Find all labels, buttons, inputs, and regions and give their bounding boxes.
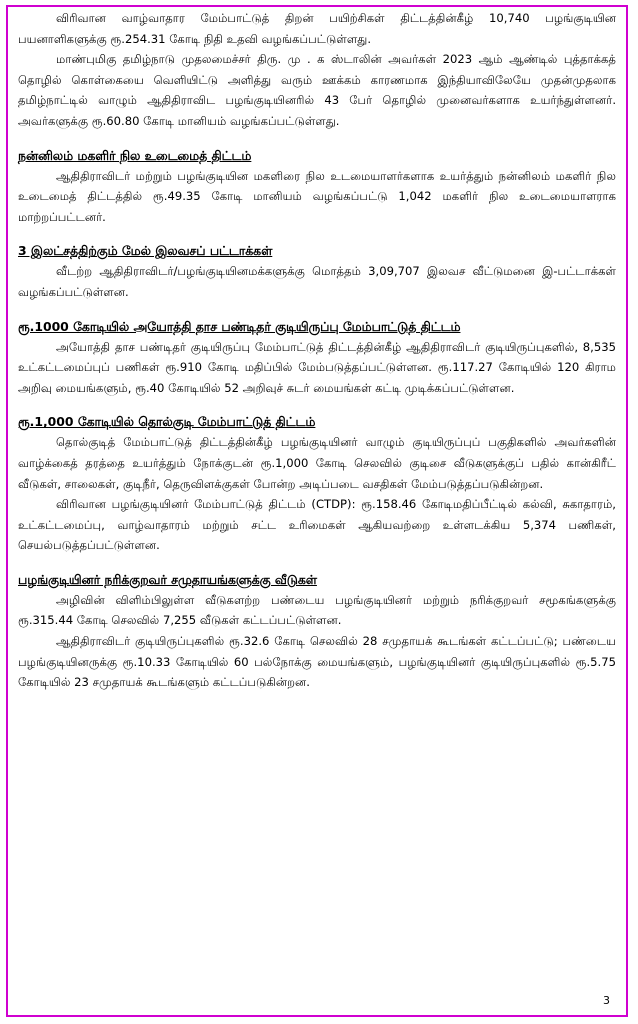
section-paragraph: வீடற்ற ஆதிதிராவிடர்/பழங்குடியினமக்களுக்கு மொத்தம் 3,09,707 இலவச வீட்டுமனை இ-பட்டாக்கள் வழங்கப்பட்டுள்ளன. bbox=[18, 264, 616, 299]
document-body bbox=[18, 8, 616, 693]
section-nannilam bbox=[18, 146, 616, 228]
section-paragraph: விரிவான பழங்குடியினர் மேம்பாட்டுத் திட்டம் (CTDP): ரூ.158.46 கோடிமதிப்பீட்டில் கல்வி, சுகாதாரம், உட்கட்டமைப்பு, வாழ்வாதாரம் மற்றும் சட்ட உரிமைகள் ஆகியவற்றை உள்ளடக்கிய 5,374 பணிகள், செயல்படுத்தப்பட்டுள்ளன. bbox=[18, 497, 616, 553]
section-paragraph: ஆதிதிராவிடர் மற்றும் பழங்குடியின மகளிரை நில உடமையாளர்களாக உயர்த்தும் நன்னிலம் மகளிர் நில உடைமைத் திட்டத்தில் ரூ.49.35 கோடி மானியம் வழங்கப்பட்டு 1,042 மகளிர் நில உடைமையாளராக மாற்றப்பட்டனர். bbox=[18, 168, 616, 224]
section-paragraph: தொல்குடித் மேம்பாட்டுத் திட்டத்தின்கீழ் பழங்குடியினர் வாழும் குடியிருப்புப் பகுதிகளில் அவர்களின் வாழ்க்கைத் தரத்தை உயர்த்தும் நோக்குடன் ரூ.1,000 கோடி செலவில் குடிசை வீடுகளுக்குப் பதில் கான்கிரீட் வீடுகள், சாலைகள், குடிநீர், தெருவிளக்குகள் போன்ற அடிப்படை வசதிகள் மேம்படுத்தப்படுகின்றன. bbox=[18, 435, 616, 491]
intro-paragraph-1: விரிவான வாழ்வாதார மேம்பாட்டுத் திறன் பயிற்சிகள் திட்டத்தின்கீழ் 10,740 பழங்குடியின பயனாளிகளுக்கு ரூ.254.31 கோடி நிதி உதவி வழங்கப்பட்டுள்ளது. bbox=[18, 11, 616, 46]
section-tholkudi-scheme bbox=[18, 412, 616, 556]
section-free-pattas bbox=[18, 241, 616, 302]
section-tribal-housing bbox=[18, 570, 616, 693]
section-title: நன்னிலம் மகளிர் நில உடைமைத் திட்டம் bbox=[18, 147, 252, 163]
section-title: ரூ.1000 கோடியில் அயோத்தி தாச பண்டிதர் குடியிருப்பு மேம்பாட்டுத் திட்டம் bbox=[18, 318, 461, 334]
section-paragraph: அழிவின் விளிம்பிலுள்ள வீடுகளற்ற பண்டைய பழங்குடியினர் மற்றும் நரிக்குறவர் சமூகங்களுக்கு ரூ.315.44 கோடி செலவில் 7,255 வீடுகள் கட்டப்பட்டுள்ளன. bbox=[18, 592, 616, 628]
intro-paragraph-2: மாண்புமிகு தமிழ்நாடு முதலமைச்சர் திரு. மு . க ஸ்டாலின் அவர்கள் 2023 ஆம் ஆண்டில் புத்தாக்கத் தொழில் கொள்கையை வெளியிட்டு அளித்து வரும் ஊக்கம் காரணமாக இந்தியாவிலேயே முதன்முதலாக தமிழ்நாட்டில் வாழும் ஆதிதிராவிட பழங்குடியினரில் 43 பேர் தொழில் முனைவர்களாக உயர்ந்துள்ளனர். அவர்களுக்கு ரூ.60.80 கோடி மானியம் வழங்கப்பட்டுள்ளது. bbox=[18, 52, 616, 128]
page-number: 3 bbox=[603, 994, 610, 1007]
section-title: ரூ.1,000 கோடியில் தொல்குடி மேம்பாட்டுத் திட்டம் bbox=[18, 414, 316, 430]
section-paragraph: ஆதிதிராவிடர் குடியிருப்புகளில் ரூ.32.6 கோடி செலவில் 28 சமுதாயக் கூடங்கள் கட்டப்பட்டு; பண்டைய பழங்குடியினருக்கு ரூ.10.33 கோடியில் 60 பல்நோக்கு மையங்களும், பழங்குடியினர் குடியிருப்புகளில் ரூ.5.75 கோடியில் 23 சமுதாயக் கூடங்களும் கட்டப்படுகின்றன. bbox=[18, 634, 616, 690]
section-title: பழங்குடியினர் நரிக்குறவர் சமுதாயங்களுக்கு வீடுகள் bbox=[18, 571, 317, 587]
section-title: 3 இலட்சத்திற்கும் மேல் இலவசப் பட்டாக்கள் bbox=[18, 243, 273, 259]
section-ayothidasa-scheme bbox=[18, 317, 616, 399]
section-paragraph: அயோத்தி தாச பண்டிதர் குடியிருப்பு மேம்பாட்டுத் திட்டத்தின்கீழ் ஆதிதிராவிடர் குடியிருப்புகளில், 8,535 உட்கட்டமைப்புப் பணிகள் ரூ.910 கோடி மதிப்பில் மேம்படுத்தப்பட்டுள்ளன. ரூ.117.27 கோடியில் 120 கிராம அறிவு மையங்களும், ரூ.40 கோடியில் 52 அறிவுச் சுடர் மையங்கள் கட்டி முடிக்கப்பட்டுள்ளன. bbox=[18, 339, 616, 395]
